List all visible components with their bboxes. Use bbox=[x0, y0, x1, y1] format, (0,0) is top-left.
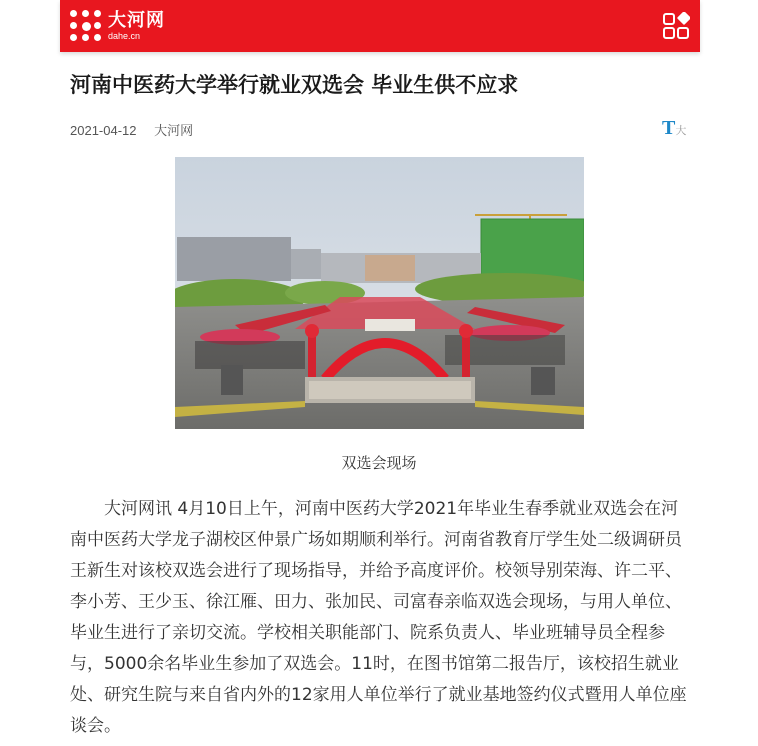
article-meta bbox=[70, 120, 193, 139]
site-logo[interactable] bbox=[70, 8, 165, 44]
article-title: 河南中医药大学举行就业双选会 毕业生供不应求 bbox=[70, 73, 519, 97]
article-body: 大河网讯 4月10日上午，河南中医药大学2021年毕业生春季就业双选会在河南中医药大学龙子湖校区仲景广场如期顺利举行。河南省教育厅学生处二级调研员王新生对该校双选会进行了现场指导，并给予高度评价。校领导别荣海、许二平、李小芳、王少玉、徐江雁、田力、张加民、司富春亲临双选会现场，与用人单位、毕业生进行了亲切交流。学校相关职能部门、院系负责人、毕业班辅导员全程参与，5000余名毕业生参加了双选会。11时，在图书馆第二报告厅，该校招生就业处、研究生院与来自省内外的12家用人单位举行了就业基地签约仪式暨用人单位座谈会。 bbox=[70, 499, 687, 736]
dot-grid-logo-icon bbox=[70, 10, 102, 42]
logo-domain: dahe.cn bbox=[108, 30, 141, 41]
grid-menu-icon[interactable] bbox=[662, 12, 690, 40]
font-size-icon: T bbox=[662, 117, 676, 139]
article-source[interactable]: 大河网 bbox=[154, 123, 194, 138]
article-date: 2021-04-12 bbox=[70, 123, 137, 138]
article-photo bbox=[175, 157, 584, 429]
site-header bbox=[60, 0, 700, 52]
font-size-toggle[interactable] bbox=[662, 117, 686, 140]
font-size-label: 大 bbox=[675, 124, 687, 137]
logo-text: 大河网 bbox=[108, 9, 165, 31]
image-caption: 双选会现场 bbox=[341, 454, 417, 472]
campus-fair-image bbox=[175, 157, 584, 429]
